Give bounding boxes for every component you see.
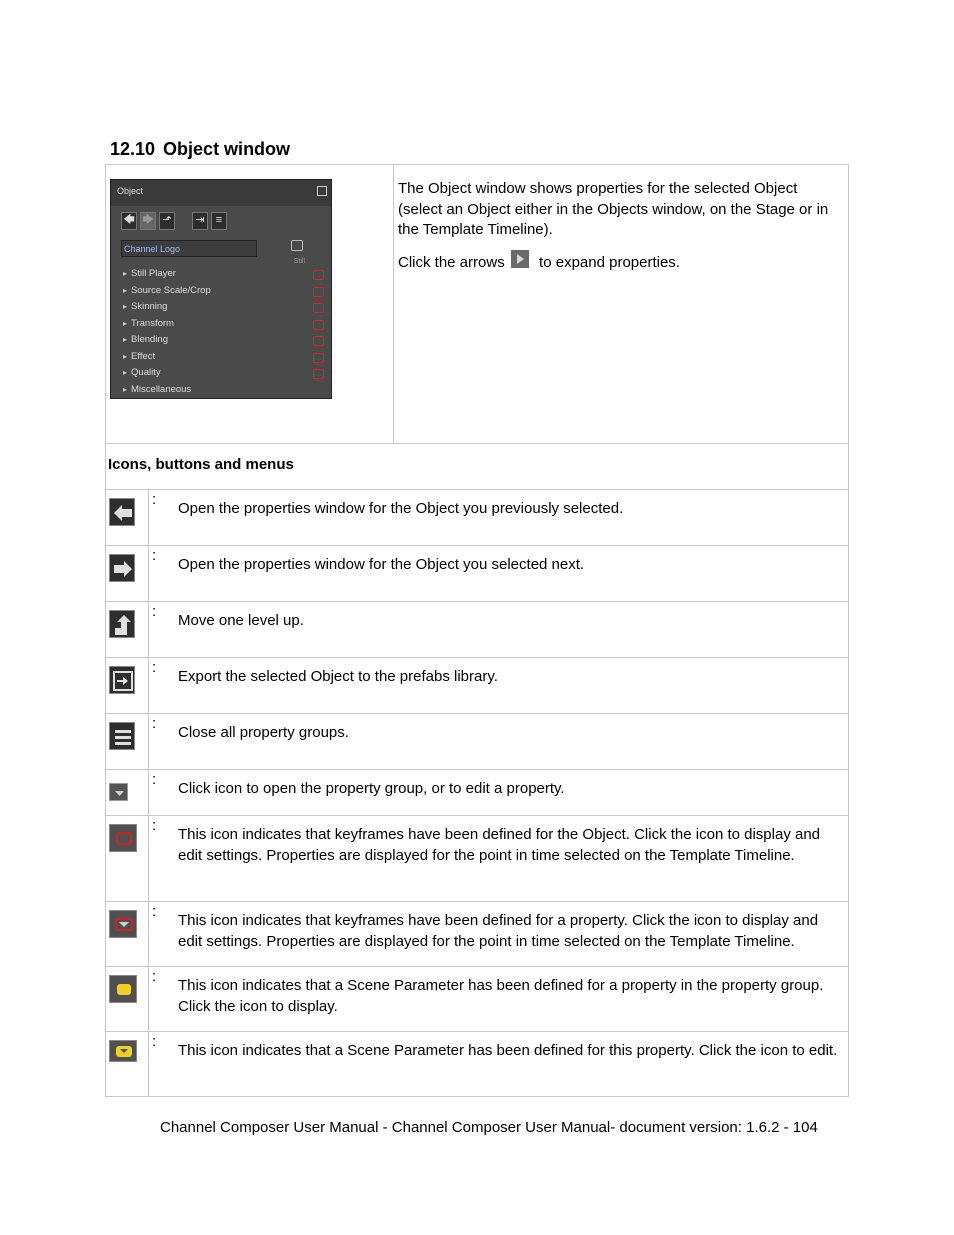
- group-scene-parameter-icon: [109, 975, 137, 1003]
- property-group[interactable]: ▸ Miscellaneous: [123, 382, 327, 399]
- level-up-icon[interactable]: ⬏: [159, 212, 175, 230]
- table-section-heading: Icons, buttons and menus: [106, 444, 849, 490]
- table-row: : Move one level up.: [106, 602, 849, 658]
- section-title: Object window: [163, 139, 291, 159]
- forward-arrow-icon[interactable]: 🡆: [140, 212, 156, 230]
- keyframe-icon[interactable]: [313, 303, 324, 313]
- back-arrow-icon[interactable]: 🡄: [121, 212, 137, 230]
- property-group[interactable]: ▸ Blending: [123, 332, 327, 349]
- keyframe-icon[interactable]: [313, 320, 324, 330]
- expand-arrow-icon: [109, 783, 128, 801]
- object-window-screenshot: [110, 179, 332, 399]
- row-description: Open the properties window for the Object you selected next.: [178, 556, 585, 573]
- export-icon: [109, 666, 135, 694]
- forward-arrow-icon: [109, 554, 135, 582]
- description-cell: [394, 165, 849, 444]
- close-groups-icon: [109, 722, 135, 750]
- table-row: : Open the properties window for the Object you previously selected.: [106, 490, 849, 546]
- intro-paragraph: The Object window shows properties for the selected Object (select an Object either in the Objects window, on the Stage or in the Template Timeline).: [398, 180, 829, 238]
- row-description: This icon indicates that a Scene Parameter has been defined for a property in the property group. Click the icon to display.: [178, 977, 824, 1015]
- back-arrow-icon: [109, 498, 135, 526]
- property-keyframe-icon: [109, 910, 137, 938]
- property-group[interactable]: ▸ Source Scale/Crop: [123, 283, 327, 300]
- row-description: This icon indicates that a Scene Parameter has been defined for this property. Click the icon to edit.: [178, 1042, 838, 1059]
- row-description: Move one level up.: [178, 612, 304, 629]
- section-heading: [110, 139, 290, 160]
- page-footer: Channel Composer User Manual - Channel Composer User Manual- document version: 1.6.2 - 104: [160, 1119, 818, 1136]
- expand-arrow-icon: [511, 250, 529, 268]
- keyframe-icon[interactable]: [313, 287, 324, 297]
- window-title: Object: [117, 186, 144, 196]
- still-label: Still: [293, 258, 305, 265]
- row-description: Export the selected Object to the prefabs library.: [178, 668, 498, 685]
- restore-icon[interactable]: [317, 186, 327, 196]
- keyframe-icon[interactable]: [313, 336, 324, 346]
- table-row: : This icon indicates that a Scene Parameter has been defined for this property. Click the icon to edit.: [106, 1032, 849, 1097]
- table-row: : This icon indicates that keyframes have been defined for a property. Click the icon to display and edit settings. Properties are displayed for the point in time selected on the Template Timeline.: [106, 902, 849, 967]
- object-keyframe-icon: [109, 824, 137, 852]
- table-row: : This icon indicates that a Scene Parameter has been defined for a property in the property group. Click the icon to display.: [106, 967, 849, 1032]
- table-row: : Export the selected Object to the prefabs library.: [106, 658, 849, 714]
- property-group[interactable]: ▸ Skinning: [123, 299, 327, 316]
- table-row: : Click icon to open the property group, or to edit a property.: [106, 770, 849, 816]
- window-titlebar: [111, 180, 331, 206]
- keyframe-icon[interactable]: [313, 270, 324, 280]
- property-scene-parameter-icon: [109, 1040, 137, 1062]
- table-row: : Open the properties window for the Object you selected next.: [106, 546, 849, 602]
- level-up-icon: [109, 610, 135, 638]
- property-group[interactable]: ▸ Effect: [123, 349, 327, 366]
- row-description: Open the properties window for the Object you previously selected.: [178, 500, 624, 517]
- property-group-list: [123, 266, 327, 398]
- camera-icon[interactable]: [291, 240, 303, 251]
- property-group[interactable]: ▸ Quality: [123, 365, 327, 382]
- object-window-table: [105, 164, 849, 490]
- close-groups-icon[interactable]: ≡: [211, 212, 227, 230]
- table-row: : This icon indicates that keyframes have been defined for the Object. Click the icon to display and edit settings. Properties are displayed for the point in time selected on the Template Timeline.: [106, 816, 849, 902]
- object-name-field[interactable]: Channel Logo: [121, 240, 257, 257]
- keyframe-icon[interactable]: [313, 369, 324, 379]
- row-description: Close all property groups.: [178, 724, 349, 741]
- row-description: This icon indicates that keyframes have been defined for a property. Click the icon to display and edit settings. Properties are displayed for the point in time selected on the Template Timeline.: [178, 912, 819, 950]
- expand-paragraph: Click the arrows to expand properties.: [398, 250, 832, 274]
- section-number: 12.10: [110, 139, 156, 159]
- property-group[interactable]: ▸ Transform: [123, 316, 327, 333]
- keyframe-icon[interactable]: [313, 353, 324, 363]
- screenshot-cell: [106, 165, 394, 444]
- icon-legend-table: [105, 489, 849, 1097]
- row-description: Click icon to open the property group, or to edit a property.: [178, 780, 565, 797]
- window-toolbar: [121, 212, 227, 230]
- export-icon[interactable]: ⇥: [192, 212, 208, 230]
- table-row: : Close all property groups.: [106, 714, 849, 770]
- property-group[interactable]: ▸ Still Player: [123, 266, 327, 283]
- row-description: This icon indicates that keyframes have been defined for the Object. Click the icon to display and edit settings. Properties are displayed for the point in time selected on the Template Timeline.: [178, 826, 821, 864]
